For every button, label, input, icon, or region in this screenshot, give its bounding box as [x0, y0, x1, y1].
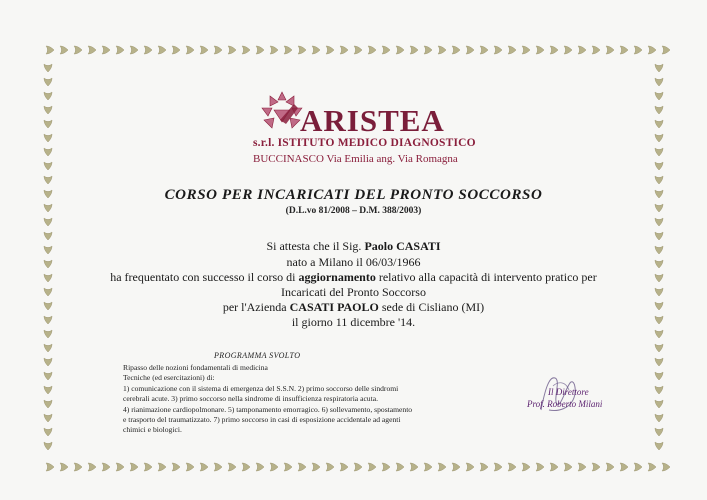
border-leaf [655, 330, 663, 338]
role-line: Incaricati del Pronto Soccorso [281, 285, 426, 299]
border-leaf [44, 218, 52, 226]
border-leaf [102, 46, 110, 54]
border-leaf [620, 46, 628, 54]
border-leaf [44, 442, 52, 450]
border-leaf [655, 64, 663, 72]
border-leaf [270, 46, 278, 54]
company-prefix: per l'Azienda [222, 300, 287, 314]
border-leaf [662, 463, 670, 471]
border-leaf [508, 46, 516, 54]
birth-line: nato a Milano il 06/03/1966 [286, 255, 421, 269]
border-leaf [655, 400, 663, 408]
border-leaf [44, 330, 52, 338]
border-leaf [438, 46, 446, 54]
border-leaf [228, 46, 236, 54]
program-title: PROGRAMMA SVOLTO [214, 351, 301, 360]
border-leaf [592, 46, 600, 54]
border-leaf [655, 78, 663, 86]
course-title: CORSO PER INCARICATI DEL PRONTO SOCCORSO [164, 187, 543, 203]
company-name: CASATI PAOLO [289, 300, 379, 314]
border-leaf [438, 463, 446, 471]
border-leaf [655, 106, 663, 114]
border-leaf [200, 46, 208, 54]
border-leaf [522, 46, 530, 54]
border-leaf [340, 46, 348, 54]
border-leaf [466, 46, 474, 54]
border-leaf [606, 463, 614, 471]
border-leaf [634, 463, 642, 471]
border-leaf [242, 463, 250, 471]
border-leaf [242, 46, 250, 54]
border-leaf [102, 463, 110, 471]
program-line: 1) comunicazione con il sistema di emergenza del S.S.N. 2) primo soccorso delle sindromi [123, 384, 399, 393]
border-leaf [424, 463, 432, 471]
logo-wordmark: ARISTEA [300, 103, 445, 138]
attendance-suffix: relativo alla capacità di intervento pratico per [378, 270, 597, 284]
border-leaf [298, 46, 306, 54]
participant-name: Paolo CASATI [364, 239, 441, 253]
border-leaf [354, 46, 362, 54]
border-leaf [606, 46, 614, 54]
border-leaf [522, 463, 530, 471]
border-leaf [88, 46, 96, 54]
program-line: chimici e biologici. [123, 425, 182, 434]
border-leaf [655, 120, 663, 128]
program-line: cerebrali acute. 3) primo soccorso nella sindrome di insufficienza respiratoria acuta. [123, 394, 378, 403]
border-leaf [116, 463, 124, 471]
border-leaf [44, 400, 52, 408]
border-leaf [396, 463, 404, 471]
border-leaf [256, 463, 264, 471]
border-leaf [228, 463, 236, 471]
border-leaf [592, 463, 600, 471]
border-leaf [44, 414, 52, 422]
company-suffix: sede di Cisliano (MI) [381, 300, 485, 314]
border-leaf [44, 64, 52, 72]
border-leaf [354, 463, 362, 471]
border-leaf [466, 463, 474, 471]
border-leaf [44, 358, 52, 366]
border-top-leaves [46, 46, 670, 54]
border-leaf [494, 46, 502, 54]
border-leaf [130, 463, 138, 471]
border-leaf [655, 344, 663, 352]
border-leaf [410, 463, 418, 471]
border-leaf [186, 463, 194, 471]
border-leaf [44, 78, 52, 86]
border-leaf [340, 463, 348, 471]
border-leaf [550, 463, 558, 471]
border-leaf [44, 344, 52, 352]
border-leaf [368, 463, 376, 471]
director-title: Il Direttore [548, 387, 589, 397]
program-line: 4) rianimazione cardiopolmonare. 5) tamponamento emorragico. 6) sollevamento, spostamento [123, 405, 413, 414]
border-leaf [74, 463, 82, 471]
border-leaf [536, 46, 544, 54]
border-leaf [452, 463, 460, 471]
border-leaf [452, 46, 460, 54]
company-line [0, 300, 707, 315]
border-leaf [508, 463, 516, 471]
border-leaf [44, 386, 52, 394]
border-leaf [144, 46, 152, 54]
border-leaf [44, 106, 52, 114]
border-leaf [214, 463, 222, 471]
border-leaf [44, 372, 52, 380]
border-leaf [494, 463, 502, 471]
course-attendance-line [0, 270, 707, 285]
border-leaf [130, 46, 138, 54]
border-leaf [44, 134, 52, 142]
attestation-prefix: Si attesta che il Sig. [266, 239, 362, 253]
border-leaf [158, 463, 166, 471]
border-leaf [655, 176, 663, 184]
border-leaf [578, 46, 586, 54]
border-leaf [655, 218, 663, 226]
course-type: aggiornamento [298, 270, 376, 284]
attendance-prefix: ha frequentato con successo il corso di [110, 270, 296, 284]
border-leaf [44, 148, 52, 156]
border-leaf [44, 92, 52, 100]
border-leaf [396, 46, 404, 54]
border-leaf [368, 46, 376, 54]
border-leaf [60, 463, 68, 471]
border-leaf [382, 46, 390, 54]
border-leaf [46, 46, 54, 54]
border-leaf [44, 120, 52, 128]
course-date-line: il giorno 11 dicembre '14. [291, 315, 416, 329]
border-leaf [172, 463, 180, 471]
border-leaf [326, 46, 334, 54]
border-leaf [312, 463, 320, 471]
border-leaf [382, 463, 390, 471]
border-leaf [648, 46, 656, 54]
border-leaf [564, 46, 572, 54]
program-line: Tecniche (ed esercitazioni) di: [123, 373, 215, 382]
border-leaf [312, 46, 320, 54]
border-leaf [74, 46, 82, 54]
border-leaf [655, 428, 663, 436]
border-leaf [655, 162, 663, 170]
border-leaf [186, 46, 194, 54]
border-leaf [550, 46, 558, 54]
border-leaf [480, 46, 488, 54]
director-name: Prof. Roberto Milani [527, 399, 603, 409]
border-leaf [620, 463, 628, 471]
border-leaf [144, 463, 152, 471]
border-leaf [214, 46, 222, 54]
program-line: Ripasso delle nozioni fondamentali di medicina [123, 363, 268, 372]
border-leaf [480, 463, 488, 471]
border-leaf [578, 463, 586, 471]
program-line: e trasporto del traumatizzato. 7) primo soccorso in casi di esposizione accidentale ad agenti [123, 415, 401, 424]
border-leaf [655, 442, 663, 450]
border-leaf [326, 463, 334, 471]
border-leaf [648, 463, 656, 471]
border-leaf [655, 414, 663, 422]
border-leaf [655, 148, 663, 156]
border-leaf [634, 46, 642, 54]
attestation-line [0, 239, 707, 254]
border-leaf [256, 46, 264, 54]
border-leaf [655, 386, 663, 394]
border-leaf [44, 176, 52, 184]
institute-name: s.r.l. ISTITUTO MEDICO DIAGNOSTICO [253, 137, 476, 149]
course-law-reference: (D.L.vo 81/2008 – D.M. 388/2003) [285, 206, 422, 216]
border-leaf [424, 46, 432, 54]
border-leaf [536, 463, 544, 471]
border-leaf [200, 463, 208, 471]
border-leaf [88, 463, 96, 471]
border-leaf [158, 46, 166, 54]
border-bottom-leaves [46, 463, 670, 471]
border-leaf [662, 46, 670, 54]
border-leaf [44, 162, 52, 170]
border-leaf [410, 46, 418, 54]
border-leaf [60, 46, 68, 54]
border-leaf [298, 463, 306, 471]
border-leaf [655, 358, 663, 366]
border-leaf [46, 463, 54, 471]
border-leaf [116, 46, 124, 54]
border-leaf [44, 428, 52, 436]
institute-address: BUCCINASCO Via Emilia ang. Via Romagna [253, 153, 458, 165]
border-leaf [655, 134, 663, 142]
border-leaf [284, 46, 292, 54]
border-leaf [284, 463, 292, 471]
border-leaf [270, 463, 278, 471]
border-leaf [172, 46, 180, 54]
border-leaf [655, 372, 663, 380]
border-leaf [655, 92, 663, 100]
border-leaf [564, 463, 572, 471]
